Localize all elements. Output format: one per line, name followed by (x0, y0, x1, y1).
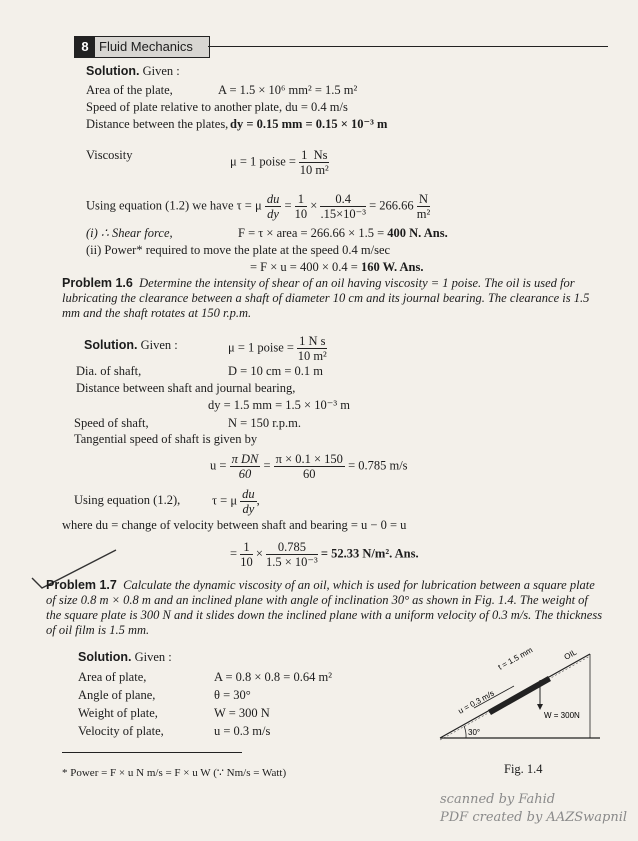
speed-line-1: Speed of plate relative to another plate, du = 0.4 m/s (86, 100, 348, 114)
angle-label-3: Angle of plane, (78, 688, 156, 702)
weight-label-3: Weight of plate, (78, 706, 158, 720)
footnote-rule (62, 752, 242, 753)
mu-eq-2: μ = 1 poise = $\frac{\text{1 N s}}{\text{10 m²}}$ (228, 334, 327, 363)
t-label: t = 1.5 mm (496, 645, 535, 672)
tangential-label: Tangential speed of shaft is given by (74, 432, 258, 446)
shear-value: F = τ × area = 266.66 × 1.5 = 400 N. Ans. (238, 226, 448, 240)
figure-1-4 (430, 640, 610, 760)
where-line: where du = change of velocity between shaft and bearing = u − 0 = u (62, 518, 407, 532)
velocity-label-3: Velocity of plate, (78, 724, 164, 738)
viscosity-label-1: Viscosity (86, 148, 133, 162)
viscosity-eq-1: μ = 1 poise = $\frac{1 Ns}{\text{10 m²}}$ (230, 148, 329, 177)
weight-label: W = 300N (544, 711, 580, 720)
weight-value-3: W = 300 N (214, 706, 270, 720)
velocity-value-3: u = 0.3 m/s (214, 724, 271, 738)
area-label-1: Area of the plate, (86, 83, 173, 97)
oil-label: OIL (562, 647, 579, 662)
velocity-label: u = 0.3 m/s (456, 688, 496, 716)
chapter-number: 8 (75, 37, 95, 57)
chapter-title: Fluid Mechanics (99, 39, 193, 54)
angle-arc (464, 726, 466, 738)
dia-value: D = 10 cm = 0.1 m (228, 364, 323, 378)
problem-1-6-text: Determine the intensity of shear of an oil having viscosity = 1 poise. The oil is used for lubricating the clearance between a shaft of diameter 10 cm and its journal bearing. The clearance is 1.5 mm and the shaft rotates at 150 r.p.m. (62, 276, 590, 320)
angle-value-3: θ = 30° (214, 688, 251, 702)
scan-credit-line-2: PDF created by AAZSwapnil (440, 810, 628, 825)
problem-1-6 (62, 276, 602, 321)
distance-value-1: dy = 0.15 mm = 0.15 × 10⁻³ m (230, 117, 388, 131)
speed-value-2: N = 150 r.p.m. (228, 416, 302, 430)
figure-caption: Fig. 1.4 (504, 762, 543, 776)
weight-arrowhead-icon (537, 704, 543, 710)
eq-1-2: Using equation (1.2) we have τ = μ $\frac{du}{dy}$ = $\frac{1}{10}$ × $\frac{0.4}{\text{.15×10⁻³}}$ = 266.66 $\frac{N}{\text{m²}}$ (86, 192, 431, 221)
power-value: = F × u = 400 × 0.4 = 160 W. Ans. (250, 260, 424, 274)
distance-label-1: Distance between the plates, (86, 117, 229, 131)
final-equation-2: = $\frac{1}{10}$ × $\frac{0.785}{\text{1.5 × 10⁻³}}$ = 52.33 N/m². Ans. (230, 540, 419, 569)
solution-heading-2: Solution. Given : (84, 338, 178, 352)
angle-label: 30° (468, 728, 481, 737)
problem-1-7 (46, 578, 606, 638)
area-value-3: A = 0.8 × 0.8 = 0.64 m² (214, 670, 332, 684)
tau-equation: τ = μ $\frac{du}{dy}$ , (212, 487, 260, 516)
problem-1-7-text: Calculate the dynamic viscosity of an oil, which is used for lubrication between a square plate of size 0.8 m × 0.8 m and an inclined plane with angle of inclination 30° as shown in Fig. 1.4. The weight of the square plate is 300 N and it slides down the inclined plane with a uniform velocity of 0.3 m/s. The thickness of oil film is 1.5 mm. (46, 578, 603, 637)
footnote: * Power = F × u N m/s = F × u W (∵ Nm/s = Watt) (62, 767, 287, 779)
power-label: (ii) Power* required to move the plate at the speed 0.4 m/sec (86, 243, 391, 257)
dist-label-2: Distance between shaft and journal bearing, (76, 381, 296, 395)
header-rule (208, 46, 608, 47)
area-value-1: A = 1.5 × 10⁶ mm² = 1.5 m² (218, 83, 358, 97)
speed-label-2: Speed of shaft, (74, 416, 149, 430)
chapter-header (74, 36, 210, 58)
area-label-3: Area of plate, (78, 670, 147, 684)
solution-heading-3: Solution. Given : (78, 650, 172, 664)
using-label-2: Using equation (1.2), (74, 493, 181, 507)
solution-heading-1: Solution. Given : (86, 64, 180, 78)
shear-label: (i) ∴ Shear force, (86, 226, 173, 240)
dist-value-2: dy = 1.5 mm = 1.5 × 10⁻³ m (208, 398, 350, 412)
u-equation: u = $\frac{\text{π DN}}{60}$ = $\frac{\pi \times 0.1 \times 150}{60}$ = 0.785 m/s (210, 452, 408, 481)
problem-1-7-title: Problem 1.7 (46, 578, 117, 592)
dia-label: Dia. of shaft, (76, 364, 142, 378)
problem-1-6-title: Problem 1.6 (62, 276, 133, 290)
scan-credit-line-1: scanned by Fahid (440, 792, 556, 807)
